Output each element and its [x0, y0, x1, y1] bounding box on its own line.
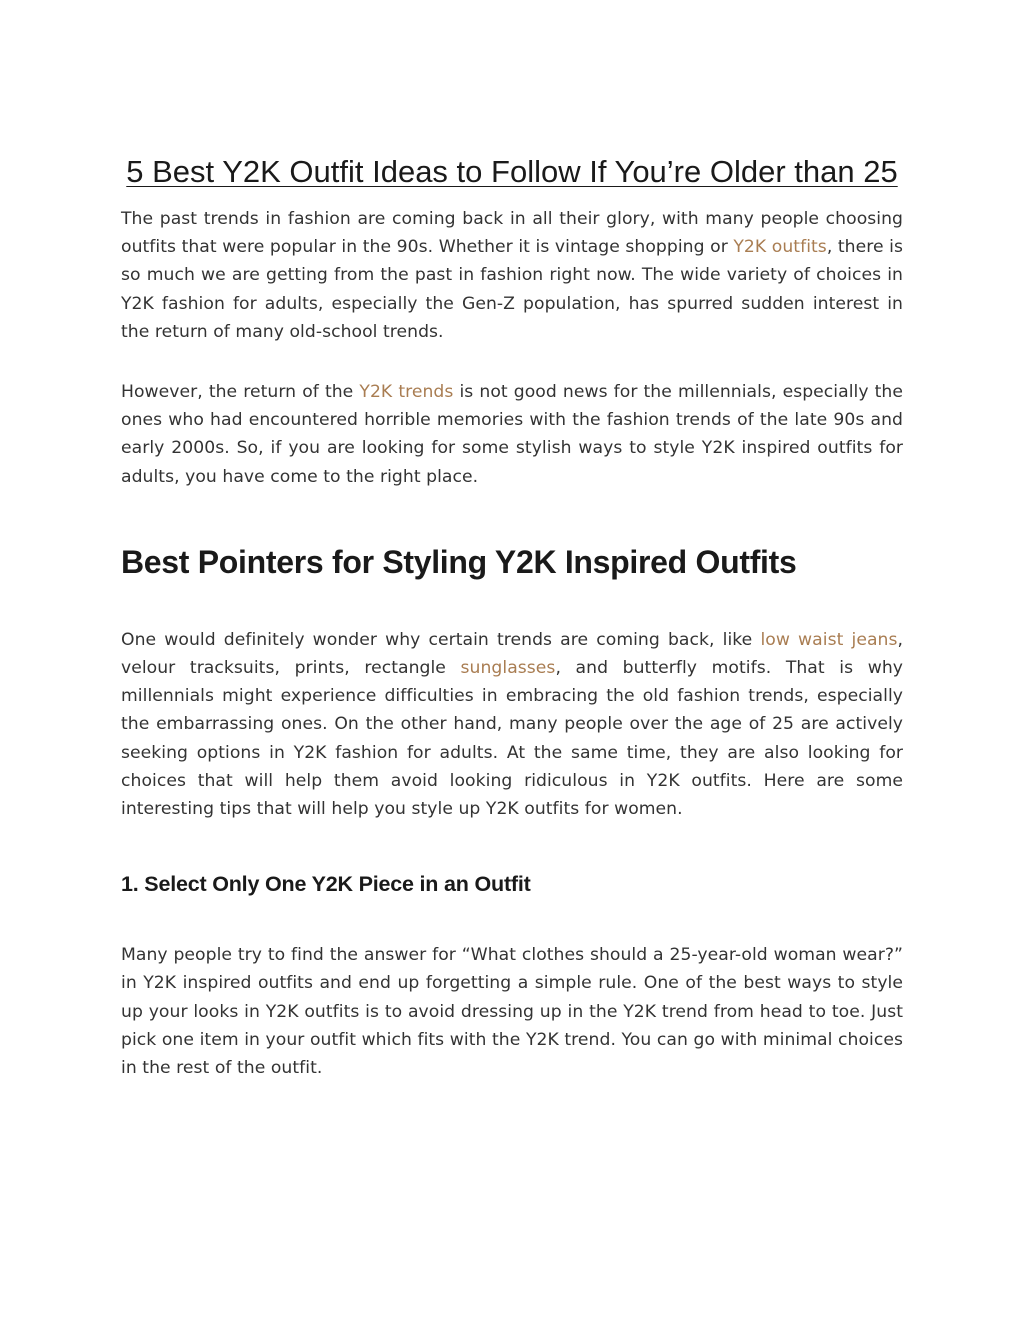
document-title: 5 Best Y2K Outfit Ideas to Follow If You’re Older than 25: [126, 154, 898, 189]
low-waist-jeans-link[interactable]: low waist jeans: [760, 629, 898, 650]
tip-1-paragraph: Many people try to find the answer for “What clothes should a 25-year-old woman wear?” in Y2K inspired outfits and end up forgetting a simple rule. One of the best ways to style up your looks in Y2K outfits is to avoid dressing up in the Y2K trend from head to toe. Just pick one item in your outfit which fits with the Y2K trend. You can go with minimal choices in the rest of the outfit.: [121, 945, 903, 1079]
section-paragraph: [121, 626, 903, 823]
intro-p1-text-2: , there is so much we are getting from the past in fashion right now. The wide variety of choices in Y2K fashion for adults, especially the Gen-Z population, has spurred sudden interest in the return of many old-school trends.: [121, 237, 903, 342]
sunglasses-link[interactable]: sunglasses: [460, 658, 556, 679]
intro-p1-text-1: The past trends in fashion are coming back in all their glory, with many people choosing outfits that were popular in the 90s. Whether it is vintage shopping or: [121, 209, 903, 258]
section-p-text-2: , velour tracksuits, prints, rectangle: [121, 629, 903, 679]
intro-p2-text-1: However, the return of the: [121, 382, 360, 403]
y2k-outfits-link[interactable]: Y2K outfits: [733, 237, 827, 258]
y2k-trends-link[interactable]: Y2K trends: [359, 382, 454, 403]
intro-p2-text-2: is not good news for the millennials, especially the ones who had encountered horrible memories with the fashion trends of the late 90s and early 2000s. So, if you are looking for some stylish ways to style Y2K inspired outfits for adults, you have come to the right place.: [121, 382, 903, 487]
tip-1-heading: 1. Select Only One Y2K Piece in an Outfit: [121, 872, 531, 897]
document-page: [121, 150, 903, 1082]
section-p-text-3: , and butterfly motifs. That is why millennials might experience difficulties in embracing the old fashion trends, especially the embarrassing ones. On the other hand, many people over the age of 25 are actively seeking options in Y2K fashion for adults. At the same time, they are also looking for choices that will help them avoid looking ridiculous in Y2K outfits. Here are some interesting tips that will help you style up Y2K outfits for women.: [121, 658, 903, 820]
intro-paragraph-2: [121, 378, 903, 491]
section-p-text-1: One would definitely wonder why certain trends are coming back, like: [121, 629, 761, 650]
section-heading: Best Pointers for Styling Y2K Inspired Outfits: [121, 543, 797, 580]
intro-paragraph-1: [121, 205, 903, 346]
